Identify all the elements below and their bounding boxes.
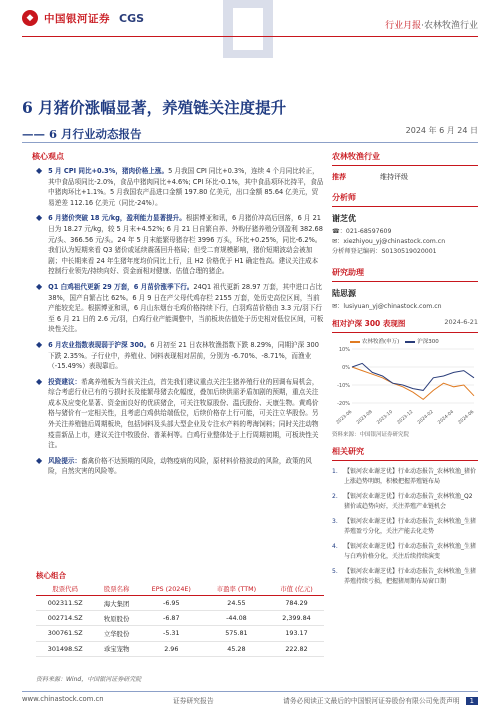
- logo-text: 中国银河证券: [44, 12, 110, 25]
- core-bullet: [36, 282, 324, 335]
- cell: -5.31: [139, 626, 204, 641]
- legend-item: [405, 337, 439, 345]
- bullet-icon: ◆: [36, 281, 43, 291]
- column-header: 股票名称: [94, 582, 138, 596]
- column-header: EPS (2024E): [139, 582, 204, 596]
- x-tick-label: 2023-08: [355, 409, 374, 425]
- x-tick-label: 2023-12: [396, 409, 415, 425]
- report-date: 2024 年 6 月 24 日: [405, 126, 478, 135]
- analyst-email[interactable]: ✉：xiezhiyou_yj@chinastock.com.cn: [332, 238, 446, 245]
- page-number: 1: [466, 697, 478, 705]
- bullet-lead: 投资建议：: [48, 377, 82, 386]
- logo-cgs: CGS: [119, 11, 145, 25]
- bullet-text: 24Q1 祖代更新 28.97 万套，其中进口占比 38%，国产自繁占比 62%。6 月 9 日在产父母代鸡存栏 2155 万套，处历史高位区间，当前产能较充足。根据博亚和讯，6 月山东烟台毛鸡价格持续下行，白羽鸡苗价格由 3.3 元/羽下行至 6 月 21 日的 2.6 元/羽，白鸡行业产能调整中，当前板块估值处于历史相对低位区间，可板块性关注。: [48, 282, 324, 334]
- bullet-text: 根据博亚和讯，6 月猪价冲高后回落，6 月 21 日为 18.27 元/kg，较 5 月末+4.52%; 6 月 21 日自繁自养、外购仔猪养殖分别盈利 382.68 元/头、366.56 元/头。24 年 5 月末能繁母猪存栏 3996 万头，环比+0.25%，同比-6.2%。我们认为短期来看 Q3 猪价或延续震荡回升格局；但受二育规模影响，猪价短期波动会被加剧；中长期来看 24 年生猪年度均价同比上行，且 H2 价格优于 H1 确定性高。建议关注成本控制行业领先/持续向好、资金面相对健康、估值合理的猪企。: [48, 214, 323, 276]
- related-item[interactable]: [332, 492, 478, 511]
- rating-value: 维持评级: [380, 173, 408, 181]
- x-tick-label: 2023-06: [335, 409, 354, 425]
- chart-heading: [332, 318, 478, 333]
- report-tag: [385, 18, 478, 31]
- bullet-text: 6 月初至 21 日农林牧渔指数下跌 8.29%，同期沪深 300 下跌 2.35%。子行业中，养殖业、饲料表现相对居前，分别为 -6.70%、-8.71%，而渔业（-15.49%）表现靠后。: [48, 340, 319, 371]
- x-tick-label: 2024-06: [457, 409, 476, 425]
- cell: -6.95: [139, 596, 204, 611]
- portfolio-heading: 核心组合: [36, 571, 66, 580]
- cell: 301498.SZ: [36, 641, 94, 656]
- cell: 立华股份: [94, 626, 138, 641]
- column-header: 股票代码: [36, 582, 94, 596]
- report-tag-sep: ·: [421, 21, 424, 31]
- cell: 24.55: [204, 596, 269, 611]
- bullet-icon: ◆: [36, 455, 43, 465]
- related-item[interactable]: [332, 467, 478, 486]
- related-number: 3.: [332, 518, 338, 525]
- cell: 45.28: [204, 641, 269, 656]
- related-number: 1.: [332, 468, 338, 475]
- table-row: [36, 596, 324, 611]
- cell: 193.17: [269, 626, 324, 641]
- legend-item: [350, 337, 399, 345]
- analyst-name: 谢芝优: [332, 214, 356, 223]
- cell: 牧原股份: [94, 611, 138, 626]
- table-row: [36, 611, 324, 626]
- core-points: [36, 166, 324, 482]
- cell: 002714.SZ: [36, 611, 94, 626]
- assistant-heading: 研究助理: [332, 267, 478, 282]
- cell: -44.08: [204, 611, 269, 626]
- title-divider: [22, 142, 478, 143]
- sidebar: [332, 151, 478, 592]
- core-bullet: [36, 377, 324, 451]
- page-title: 6 月猪价涨幅显著，养殖链关注度提升: [22, 98, 287, 117]
- bullet-icon: ◆: [36, 339, 43, 349]
- related-number: 4.: [332, 543, 338, 550]
- legend-label: 农林牧渔(申万): [362, 339, 400, 345]
- bullet-lead: 6 月农业指数表现弱于沪深 300。: [48, 340, 151, 349]
- core-bullet: [36, 213, 324, 277]
- related-number: 5.: [332, 568, 338, 575]
- column-header: 市盈率 (TTM): [204, 582, 269, 596]
- y-tick-label: 0%: [342, 365, 350, 371]
- header-rule: [22, 36, 478, 37]
- report-industry: 农林牧渔行业: [423, 21, 478, 31]
- core-heading: 核心观点: [32, 152, 64, 161]
- related-item[interactable]: [332, 517, 478, 536]
- assistant-name: 陆思源: [332, 289, 356, 298]
- bullet-lead: 5 月 CPI 同比+0.3%，猪肉价格上涨。: [48, 167, 169, 175]
- relative-performance-chart: [332, 345, 478, 425]
- bullet-text: 畜禽价格不达预期的风险，动物疫病的风险，原材料价格波动的风险，政策的风险，自然灾害的风险等。: [48, 456, 312, 476]
- chart-legend: [350, 337, 478, 345]
- cell: 002311.SZ: [36, 596, 94, 611]
- related-text[interactable]: 【银河农业谢芝优】行业动态报告_农林牧渔_生猪养殖盈亏分化，关注产能去化走势: [344, 518, 477, 535]
- cell: 300761.SZ: [36, 626, 94, 641]
- page-subtitle: —— 6 月行业动态报告: [22, 127, 142, 141]
- logo-emblem-icon: ◆: [22, 10, 38, 26]
- y-tick-label: 10%: [338, 347, 350, 353]
- cell: -6.87: [139, 611, 204, 626]
- bullet-lead: Q1 白鸡祖代更新 29 万套，6 月苗价涨季下行。: [48, 282, 194, 291]
- footer-disclaimer: 请务必阅读正文最后的中国银河证券股份有限公司免责声明: [282, 697, 460, 705]
- analyst-heading: 分析师: [332, 192, 478, 207]
- cell: 222.82: [269, 641, 324, 656]
- related-text[interactable]: 【银河农业谢芝优】行业动态报告_农林牧渔_生猪养殖持续亏损，把握猪周期布局窗口期: [344, 568, 477, 585]
- bullet-icon: ◆: [36, 213, 43, 223]
- x-tick-label: 2024-04: [437, 409, 455, 425]
- bullet-lead: 6 月猪价突破 18 元/kg，盈利能力显著提升。: [48, 214, 186, 223]
- table-row: [36, 641, 324, 656]
- analyst-phone: ☎：021-68597609: [332, 228, 392, 235]
- y-tick-label: -10%: [337, 383, 350, 389]
- cell: 2,399.84: [269, 611, 324, 626]
- bullet-text: 希禽养殖板为当前关注点，首先我们建议重点关注生猪养殖行业的回调布局机会，综合考虑行业已有的亏损时长及能繁母猪去化幅度，叠加后续供需矛盾加剧的预期，重点关注成本及应变化显著、资金面良好的优质猪企，可关注牧原股份、温氏股份、天康生物。黄鸡价格与猪价有一定相关性，且考虑白鸡供给端低位，后续价格存上行可能，可关注立华股份。另外关注养殖链后周期板块，包括饲料及头部大型企业及专注水产料的粤海饲料；同时关注动物疫苗新品上市，建议关注中牧股份、普莱柯等。白鸡行业整体处于上行周期初期，可板块性关注。: [48, 377, 319, 450]
- related-text[interactable]: 【银河农业谢芝优】行业动态报告_农林牧渔_生猪与白鸡价格分化，关注后续持续演变: [344, 543, 477, 560]
- x-tick-label: 2024-02: [416, 409, 435, 425]
- cell: 乖宝宠物: [94, 641, 138, 656]
- brand-logo: [22, 10, 144, 26]
- legend-swatch-icon: [350, 341, 360, 343]
- industry-heading: 农林牧渔行业: [332, 151, 478, 166]
- legend-label: 沪深300: [417, 339, 439, 345]
- cell: 海大集团: [94, 596, 138, 611]
- footer-site[interactable]: www.chinastock.com.cn: [22, 695, 104, 703]
- y-tick-label: -20%: [337, 401, 350, 407]
- chart-date: 2024-6-21: [444, 318, 478, 326]
- related-item[interactable]: [332, 567, 478, 586]
- portfolio-table: [36, 582, 324, 657]
- rating-key: 推荐: [332, 173, 346, 181]
- core-bullet: [36, 456, 324, 477]
- footer-center: 证券研究报告: [172, 697, 214, 705]
- column-header: 市值 (亿元): [269, 582, 324, 596]
- bullet-icon: ◆: [36, 376, 43, 386]
- related-item[interactable]: [332, 542, 478, 561]
- table-header-row: [36, 582, 324, 596]
- legend-swatch-icon: [405, 341, 415, 343]
- footer-disclaimer-wrap: [283, 695, 478, 703]
- x-tick-label: 2023-10: [376, 409, 394, 425]
- chart-source: 资料来源：中国银河证券研究院: [332, 432, 410, 438]
- related-text[interactable]: 【银河农业谢芝优】行业动态报告_农林牧渔_Q2 猪价或趋势向好，关注养殖产业链机会: [344, 493, 473, 510]
- related-number: 2.: [332, 493, 338, 500]
- table-row: [36, 626, 324, 641]
- related-heading: 相关研究: [332, 446, 478, 461]
- rating-row: [332, 172, 478, 182]
- cell: 575.81: [204, 626, 269, 641]
- bullet-lead: 风险提示：: [48, 456, 82, 465]
- related-text[interactable]: 【银河农业谢芝优】行业动态报告_农林牧渔_猪价上涨趋势明朗，积极把握养殖链布局: [344, 468, 477, 485]
- analyst-cert: 分析师登记编码：S0130519020001: [332, 248, 437, 255]
- page-header: [0, 0, 500, 58]
- chart-title: 相对沪深 300 表现图: [332, 319, 406, 328]
- assistant-email[interactable]: ✉：lusiyuan_yj@chinastock.com.cn: [332, 303, 442, 310]
- page-footer: [22, 691, 478, 703]
- bullet-icon: ◆: [36, 166, 43, 175]
- bullet-text: 5 月我国 CPI 同比+0.3%，连续 4 个月同比转正，其中食品项同比-2.0%，食品中猪肉同比+4.6%; CPI 环比-0.1%，其中食品项环比持平，食品中猪肉环比+1.1%。5 月我国农产品进口金额 197.80 亿美元，出口金额 85.64 亿美元，贸易逆差 112.16 亿美元（同比-24%）。: [48, 167, 324, 207]
- cell: 784.29: [269, 596, 324, 611]
- core-bullet: [36, 166, 324, 208]
- table-source: 资料来源：Wind，中国银河证券研究院: [36, 676, 142, 683]
- cell: 2.96: [139, 641, 204, 656]
- core-bullet: [36, 340, 324, 372]
- report-type: 行业月报: [385, 21, 422, 31]
